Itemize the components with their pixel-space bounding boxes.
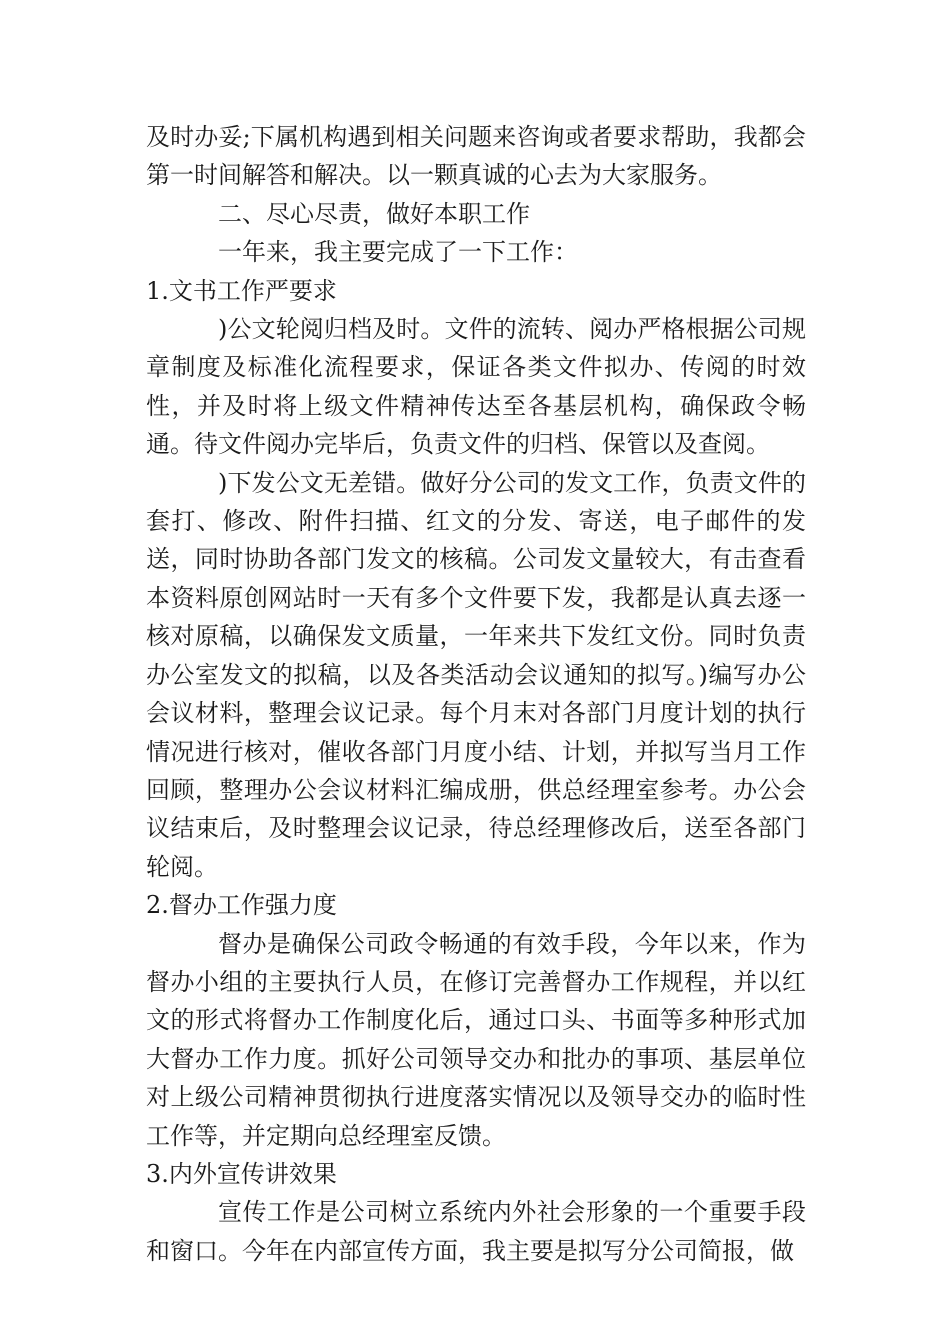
intro-sentence: 一年来，我主要完成了一下工作：: [218, 238, 578, 267]
subheading-3: 3.内外宣传讲效果: [146, 1159, 337, 1188]
subheading-2: 2.督办工作强力度: [146, 891, 337, 920]
paragraph-publicity: 宣传工作是公司树立系统内外社会形象的一个重要手段和窗口。今年在内部宣传方面，我主要是拟写分公司简报，做: [146, 1198, 806, 1265]
subheading-1: 1.文书工作严要求: [146, 276, 337, 305]
paragraph-continuation: 及时办妥;下属机构遇到相关问题来咨询或者要求帮助，我都会第一时间解答和解决。以一颗真诚的心去为大家服务。: [146, 123, 806, 190]
paragraph-issuing: )下发公文无差错。做好分公司的发文工作，负责文件的套打、修改、附件扫描、红文的分发、寄送，电子邮件的发送，同时协助各部门发文的核稿。公司发文量较大，有击查看本资料原创网站时一天有多个文件要下发，我都是认真去逐一核对原稿，以确保发文质量，一年来共下发红文份。同时负责办公室发文的拟稿，以及各类活动会议通知的拟写。)编写办公会议材料，整理会议记录。每个月末对各部门月度计划的执行情况进行核对，催收各部门月度小结、计划，并拟写当月工作回顾，整理办公会议材料汇编成册，供总经理室参考。办公会议结束后，及时整理会议记录，待总经理修改后，送至各部门轮阅。: [146, 468, 806, 881]
document-body: [146, 118, 806, 1270]
section-heading-2: 二、尽心尽责，做好本职工作: [218, 199, 530, 228]
paragraph-supervision: 督办是确保公司政令畅通的有效手段，今年以来，作为督办小组的主要执行人员，在修订完善督办工作规程，并以红文的形式将督办工作制度化后，通过口头、书面等多种形式加大督办工作力度。抓好公司领导交办和批办的事项、基层单位对上级公司精神贯彻执行进度落实情况以及领导交办的临时性工作等，并定期向总经理室反馈。: [146, 929, 806, 1150]
paragraph-archiving: )公文轮阅归档及时。文件的流转、阅办严格根据公司规章制度及标准化流程要求，保证各类文件拟办、传阅的时效性，并及时将上级文件精神传达至各基层机构，确保政令畅通。待文件阅办完毕后，负责文件的归档、保管以及查阅。: [146, 315, 806, 459]
